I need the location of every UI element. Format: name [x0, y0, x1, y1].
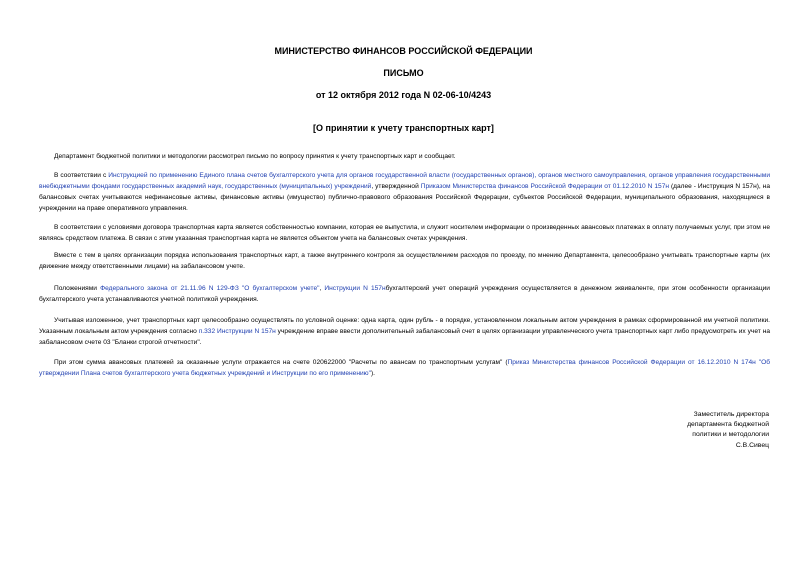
paragraph-1 — [39, 151, 770, 162]
paragraph-2 — [39, 170, 770, 214]
paragraph-4 — [39, 250, 770, 272]
signature-position-line-3: политики и методологии — [692, 431, 769, 439]
link-clause-332-instruction-157n[interactable]: п.332 Инструкции N 157н — [198, 328, 276, 335]
paragraph-5-text-a: Положениями — [54, 285, 101, 292]
paragraph-1-text: Департамент бюджетной политики и методологии рассмотрел письмо по вопросу принятия к учету транспортных карт и сообщает. — [54, 153, 456, 160]
link-order-174n[interactable]: Приказ Министерства финансов Российской Федерации от 16.12.2010 N 174н "Об утверждении Плана счетов бухгалтерского учета бюджетных учреждений и Инструкции по его применению" — [39, 359, 770, 377]
link-instruction-unified-chart[interactable]: Инструкцией по применению Единого плана счетов бухгалтерского учета для органов государственной власти (государственных органов), органов местного самоуправления, органов управления государственными внебюджетными фондами государственных академий наук, государственных (муниципальных) учреждений — [39, 172, 771, 190]
paragraph-6-text-b: учреждение вправе ввести дополнительный забалансовый счет в целях организации управленческого учета транспортных карт либо предусмотреть их учет на забалансовом счете 03 "Бланки строгой отчетности". — [39, 328, 771, 346]
signature-block — [687, 410, 769, 451]
document-type: ПИСЬМО — [383, 68, 424, 78]
link-instruction-157n[interactable]: Инструкции N 157н — [324, 285, 386, 292]
paragraph-5 — [39, 283, 770, 305]
link-order-157n[interactable]: Приказом Министерства финансов Российской Федерации от 01.12.2010 N 157н — [420, 183, 670, 190]
paragraph-7-text-a: При этом сумма авансовых платежей за оказанные услуги отражается на счете 020622000 "Расчеты по авансам по транспортным услугам" ( — [54, 359, 508, 366]
document-date-number: от 12 октября 2012 года N 02-06-10/4243 — [315, 90, 492, 100]
ministry-title: МИНИСТЕРСТВО ФИНАНСОВ РОССИЙСКОЙ ФЕДЕРАЦИИ — [274, 46, 533, 56]
paragraph-5-text-c: бухгалтерский учет операций учреждения осуществляется в денежном эквиваленте, при этом особенности организации бухгалтерского учета устанавливаются учетной политикой учреждения. — [39, 285, 770, 303]
link-federal-law-129fz[interactable]: Федерального закона от 21.11.96 N 129-ФЗ "О бухгалтерском учете" — [100, 285, 320, 292]
paragraph-6 — [39, 315, 770, 348]
paragraph-2-text-c: (далее - Инструкция N 157н), на балансовых счетах учитываются нефинансовые активы, финансовые активы (имущество) публично-правового образования Российской Федерации, субъектов Российской Федерации, муниципального образования, находящиеся в учреждении на праве оперативного управления. — [39, 183, 770, 212]
paragraph-7-text-b: ). — [370, 370, 375, 377]
signature-name: С.В.Сивец — [735, 441, 769, 449]
paragraph-7 — [39, 357, 770, 379]
paragraph-2-text-b: , утвержденной — [371, 183, 421, 190]
signature-position-line-2: департамента бюджетной — [687, 421, 769, 429]
paragraph-3 — [39, 222, 770, 244]
signature-position-line-1: Заместитель директора — [693, 411, 769, 418]
paragraph-3-text: В соответствии с условиями договора транспортная карта является собственностью компании, которая ее выпустила, и служит носителем информации о произведенных авансовых платежах в оплату получаемых услуг, при этом не являясь средством платежа. В связи с этим указанная транспортная карта не является объектом учета на балансовых счетах учреждения. — [39, 224, 770, 242]
paragraph-5-text-b: , — [319, 285, 325, 292]
paragraph-6-text-a: Учитывая изложенное, учет транспортных карт целесообразно осуществлять по условной оценке: одна карта, один рубль - в порядке, установленном локальным актом учреждения в рамках сформированной им учетной политики. Указанным локальным актом учреждения согласно — [39, 317, 770, 335]
document-subject: [О принятии к учету транспортных карт] — [313, 123, 494, 133]
paragraph-2-text-a: В соответствии с — [54, 172, 109, 179]
paragraph-4-text: Вместе с тем в целях организации порядка использования транспортных карт, а также внутреннего контроля за осуществлением расходов по проезду, по мнению Департамента, целесообразно учитывать транспортные карты (их движение между ответственными лицами) на забалансовом учете. — [39, 252, 770, 270]
